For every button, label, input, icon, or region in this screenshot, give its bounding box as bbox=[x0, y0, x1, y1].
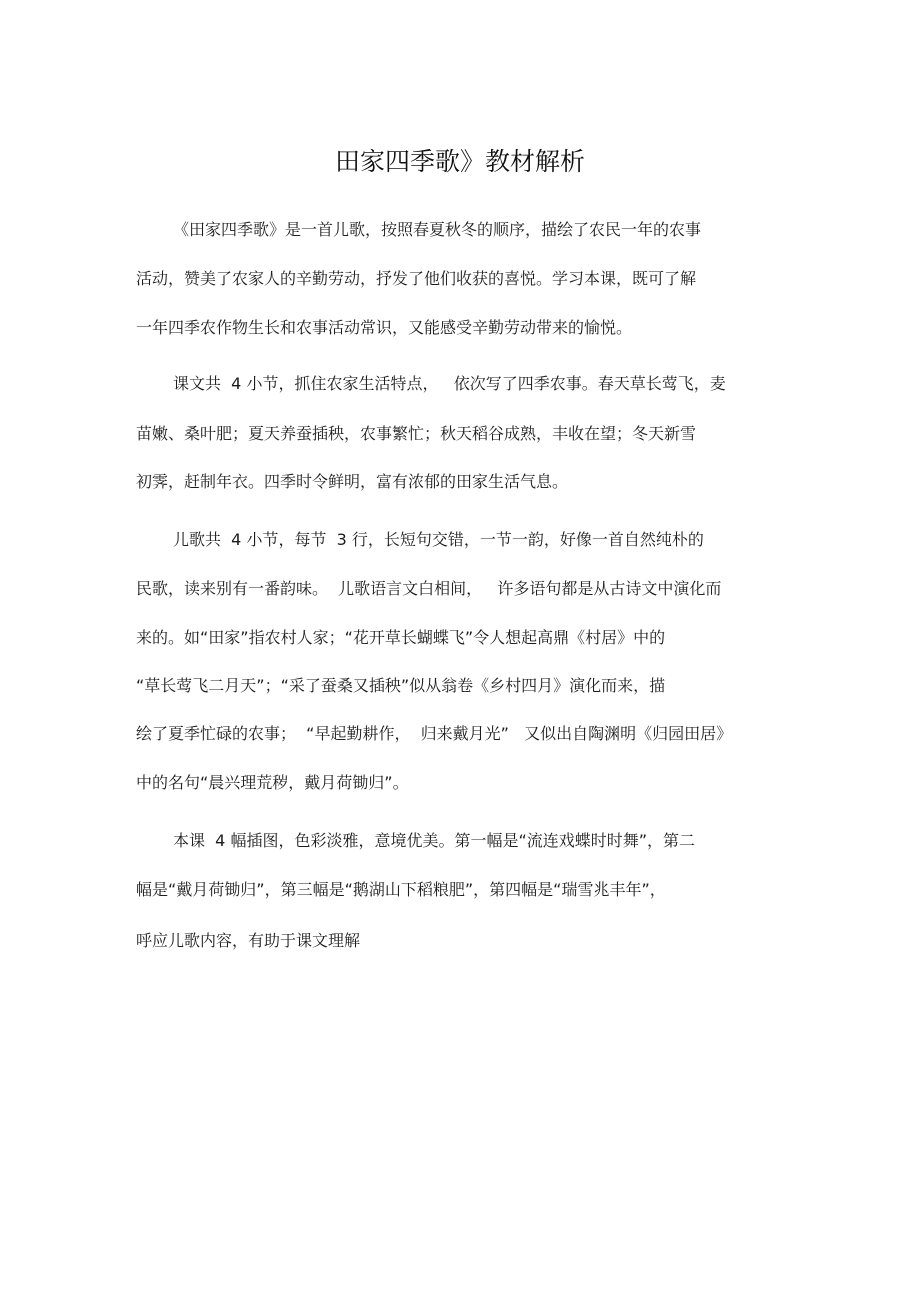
paragraph-4-line-2: 幅是“戴月荷锄归”，第三幅是“鹅湖山下稻粮肥”，第四幅是“瑞雪兆丰年”， bbox=[136, 880, 666, 899]
paragraph-3-line-6: 中的名句“晨兴理荒秽，戴月荷锄归”。 bbox=[136, 773, 409, 792]
paragraph-3-line-5: 绘了夏季忙碌的农事； “早起勤耕作， 归来戴月光” 又似出自陶渊明《归园田居》 bbox=[136, 724, 733, 743]
paragraph-4-line-1: 本课 4 幅插图，色彩淡雅，意境优美。第一幅是“流连戏蝶时时舞”，第二 bbox=[173, 831, 696, 850]
paragraph-3-line-1: 儿歌共 4 小节，每节 3 行，长短句交错，一节一韵，好像一首自然纯朴的 bbox=[173, 530, 704, 549]
paragraph-2-line-3: 初霁，赶制年衣。四季时令鲜明，富有浓郁的田家生活气息。 bbox=[136, 472, 569, 491]
paragraph-3-line-4: “草长莺飞二月天”；“采了蚕桑又插秧”似从翁卷《乡村四月》演化而来，描 bbox=[136, 676, 666, 695]
document-title: 田家四季歌》教材解析 bbox=[334, 147, 585, 176]
paragraph-1-line-2: 活动，赞美了农家人的辛勤劳动，抒发了他们收获的喜悦。学习本课，既可了解 bbox=[136, 269, 697, 288]
paragraph-2-line-2: 苗嫩、桑叶肥；夏天养蚕插秧，农事繁忙；秋天稻谷成熟，丰收在望；冬天新雪 bbox=[136, 424, 697, 443]
paragraph-3-line-3: 来的。如“田家”指农村人家；“花开草长蝴蝶飞”令人想起高鼎《村居》中的 bbox=[136, 628, 666, 647]
paragraph-1-line-3: 一年四季农作物生长和农事活动常识，又能感受辛勤劳动带来的愉悦。 bbox=[136, 318, 633, 337]
paragraph-4-line-3: 呼应儿歌内容，有助于课文理解 bbox=[136, 931, 361, 950]
paragraph-2-line-1: 课文共 4 小节，抓住农家生活特点， 依次写了四季农事。春天草长莺飞，麦 bbox=[173, 374, 726, 393]
paragraph-3-line-2: 民歌，读来别有一番韵味。 儿歌语言文白相间， 许多语句都是从古诗文中演化而 bbox=[136, 579, 722, 598]
paragraph-1-line-1: 《田家四季歌》是一首儿歌，按照春夏秋冬的顺序，描绘了农民一年的农事 bbox=[173, 220, 702, 239]
